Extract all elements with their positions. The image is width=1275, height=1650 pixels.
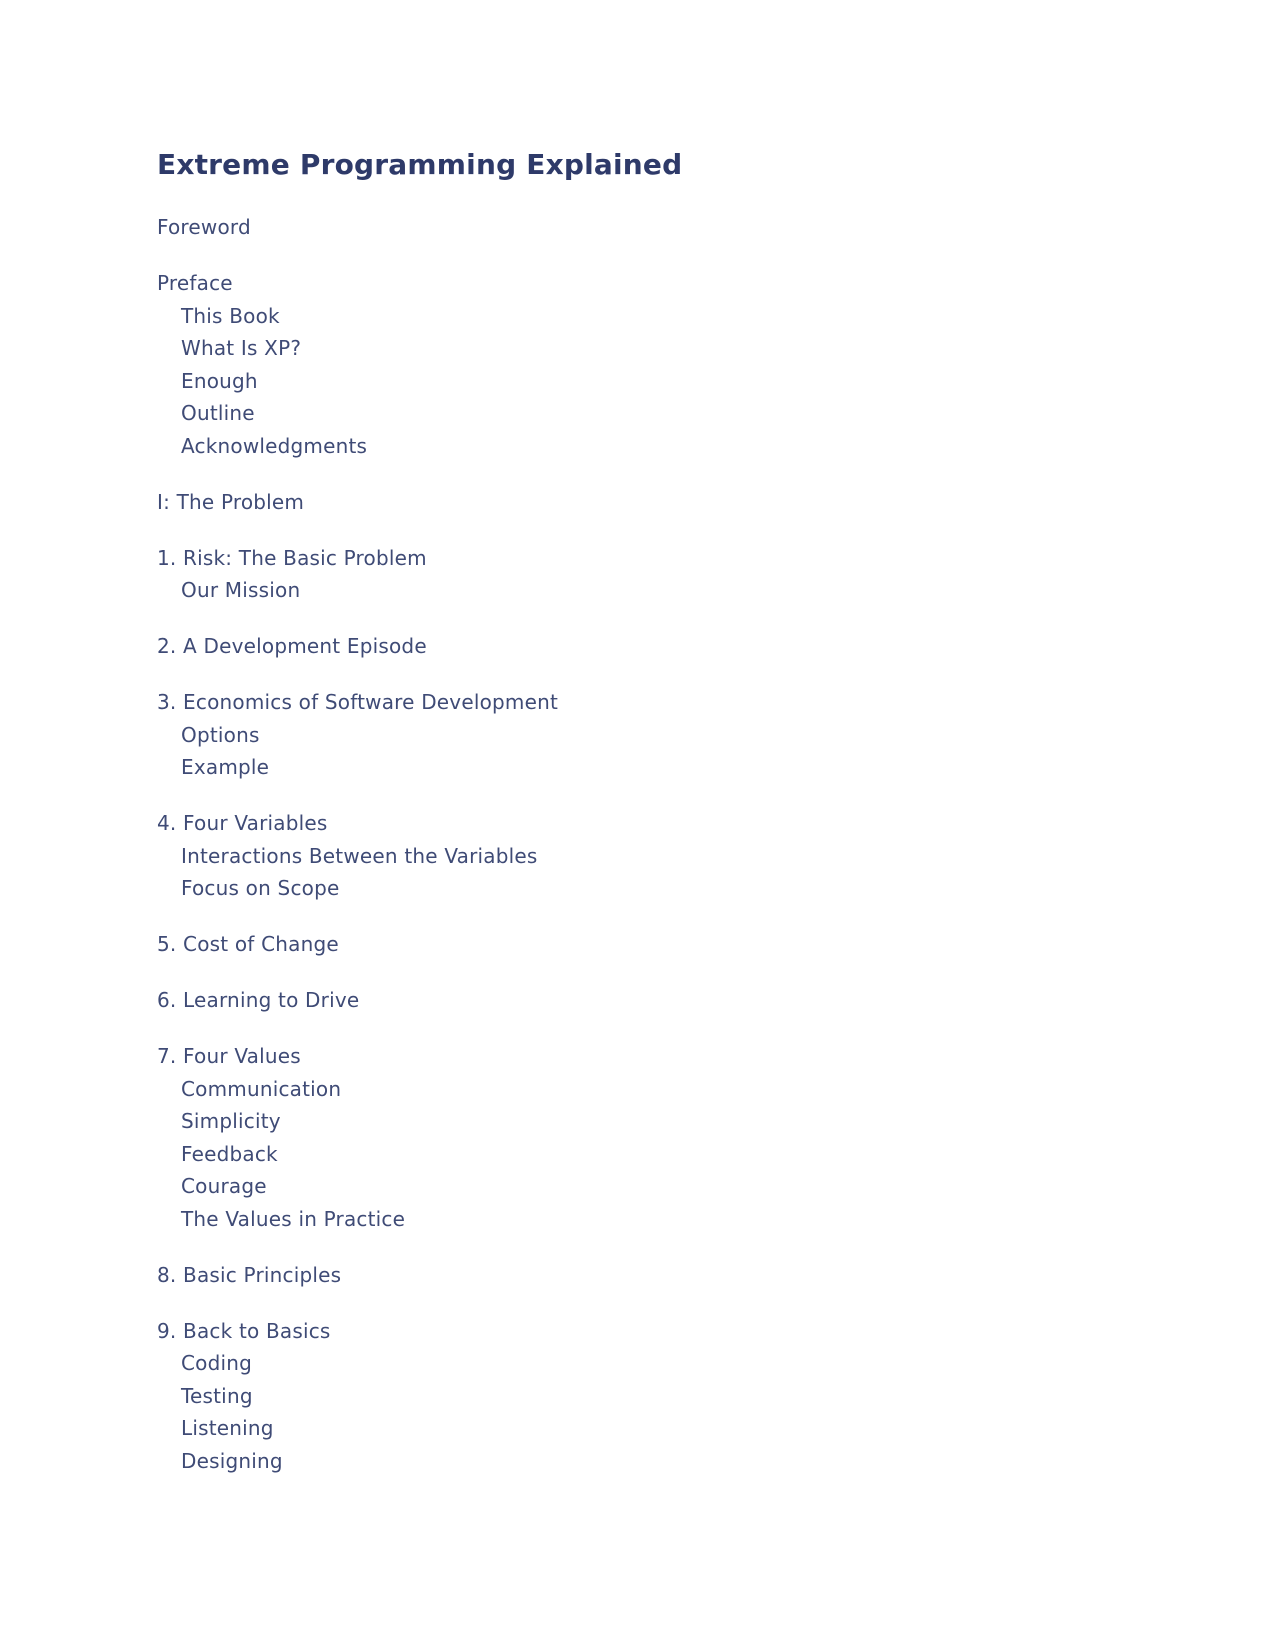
toc-subentry[interactable]: Feedback <box>181 1141 278 1166</box>
toc-block <box>157 1315 1155 1478</box>
toc-subentry[interactable]: Listening <box>181 1416 274 1440</box>
toc-subentry[interactable]: Simplicity <box>181 1109 281 1133</box>
toc-entry[interactable]: 6. Learning to Drive <box>157 988 360 1012</box>
toc-entry[interactable]: Preface <box>157 271 233 295</box>
toc-block <box>157 928 1155 961</box>
toc-block <box>157 542 1155 607</box>
toc-block <box>157 630 1155 663</box>
toc-subentry[interactable]: Example <box>181 755 270 779</box>
toc-entry[interactable]: 7. Four Values <box>157 1044 301 1068</box>
toc-entry[interactable]: 2. A Development Episode <box>157 634 427 658</box>
toc-subentry[interactable]: Options <box>181 722 260 747</box>
toc-block <box>157 267 1155 462</box>
table-of-contents <box>157 211 1155 1477</box>
toc-subentry[interactable]: Our Mission <box>181 578 301 602</box>
toc-entry[interactable]: 4. Four Variables <box>157 811 328 835</box>
toc-subentry[interactable]: Testing <box>181 1383 253 1408</box>
toc-entry[interactable]: I: The Problem <box>157 489 305 514</box>
toc-subentry[interactable]: Communication <box>181 1076 342 1101</box>
toc-block <box>157 984 1155 1017</box>
toc-block <box>157 686 1155 784</box>
toc-entry[interactable]: 9. Back to Basics <box>157 1318 331 1343</box>
toc-block <box>157 1040 1155 1235</box>
toc-block <box>157 211 1155 244</box>
toc-subentry[interactable]: What Is XP? <box>181 336 302 360</box>
toc-block <box>157 807 1155 905</box>
toc-entry[interactable]: 3. Economics of Software Development <box>157 690 559 714</box>
page-title: Extreme Programming Explained <box>157 148 683 181</box>
toc-subentry[interactable]: Enough <box>181 368 258 393</box>
toc-subentry[interactable]: Focus on Scope <box>181 876 340 900</box>
toc-entry[interactable]: 8. Basic Principles <box>157 1262 342 1287</box>
toc-subentry[interactable]: The Values in Practice <box>181 1206 406 1231</box>
toc-subentry[interactable]: Acknowledgments <box>181 433 368 458</box>
toc-block <box>157 486 1155 519</box>
toc-subentry[interactable]: Courage <box>181 1174 267 1198</box>
toc-block <box>157 1259 1155 1292</box>
toc-subentry[interactable]: Coding <box>181 1351 253 1375</box>
toc-subentry[interactable]: Designing <box>181 1448 283 1473</box>
toc-subentry[interactable]: Interactions Between the Variables <box>181 843 538 868</box>
toc-subentry[interactable]: Outline <box>181 401 255 425</box>
toc-entry[interactable]: 1. Risk: The Basic Problem <box>157 545 427 570</box>
toc-subentry[interactable]: This Book <box>181 303 280 328</box>
toc-entry[interactable]: Foreword <box>157 215 251 239</box>
toc-entry[interactable]: 5. Cost of Change <box>157 932 339 956</box>
